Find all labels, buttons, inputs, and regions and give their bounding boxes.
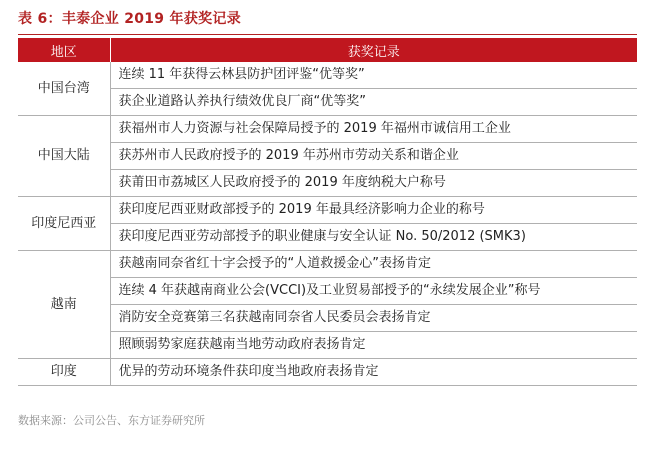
award-cell: 获印度尼西亚劳动部授予的职业健康与安全认证 No. 50/2012 (SMK3) [110,224,637,251]
table-row [18,359,637,386]
award-cell: 获苏州市人民政府授予的 2019 年苏州市劳动关系和谐企业 [110,143,637,170]
table-row [18,89,637,116]
award-cell: 消防安全竞赛第三名获越南同奈省人民委员会表扬肯定 [110,305,637,332]
table-row [18,143,637,170]
region-cell: 印度 [18,359,110,386]
source-note: 数据来源：公司公告、东方证券研究所 [18,414,205,427]
award-cell: 获越南同奈省红十字会授予的“人道救援金心”表扬肯定 [110,251,637,278]
awards-table [18,38,637,386]
region-cell: 越南 [18,251,110,359]
region-cell: 印度尼西亚 [18,197,110,251]
table-row [18,278,637,305]
award-cell: 获福州市人力资源与社会保障局授予的 2019 年福州市诚信用工企业 [110,116,637,143]
table-row [18,332,637,359]
header-region: 地区 [18,38,110,62]
award-cell: 获莆田市荔城区人民政府授予的 2019 年度纳税大户称号 [110,170,637,197]
table-row [18,116,637,143]
award-cell: 优异的劳动环境条件获印度当地政府表扬肯定 [110,359,637,386]
region-cell: 中国台湾 [18,62,110,116]
table-row [18,197,637,224]
table-row [18,170,637,197]
award-cell: 获企业道路认养执行绩效优良厂商“优等奖” [110,89,637,116]
region-cell: 中国大陆 [18,116,110,197]
table-row [18,251,637,278]
table-row [18,224,637,251]
table-row [18,62,637,89]
table-title: 表 6：丰泰企业 2019 年获奖记录 [18,11,242,27]
header-awards: 获奖记录 [110,38,637,62]
award-cell: 连续 11 年获得云林县防护团评鉴“优等奖” [110,62,637,89]
award-cell: 照顾弱势家庭获越南当地劳动政府表扬肯定 [110,332,637,359]
award-cell: 连续 4 年获越南商业公会(VCCI)及工业贸易部授予的“永续发展企业”称号 [110,278,637,305]
award-cell: 获印度尼西亚财政部授予的 2019 年最具经济影响力企业的称号 [110,197,637,224]
table-row [18,305,637,332]
title-divider [18,34,637,35]
table-header-row [18,38,637,62]
